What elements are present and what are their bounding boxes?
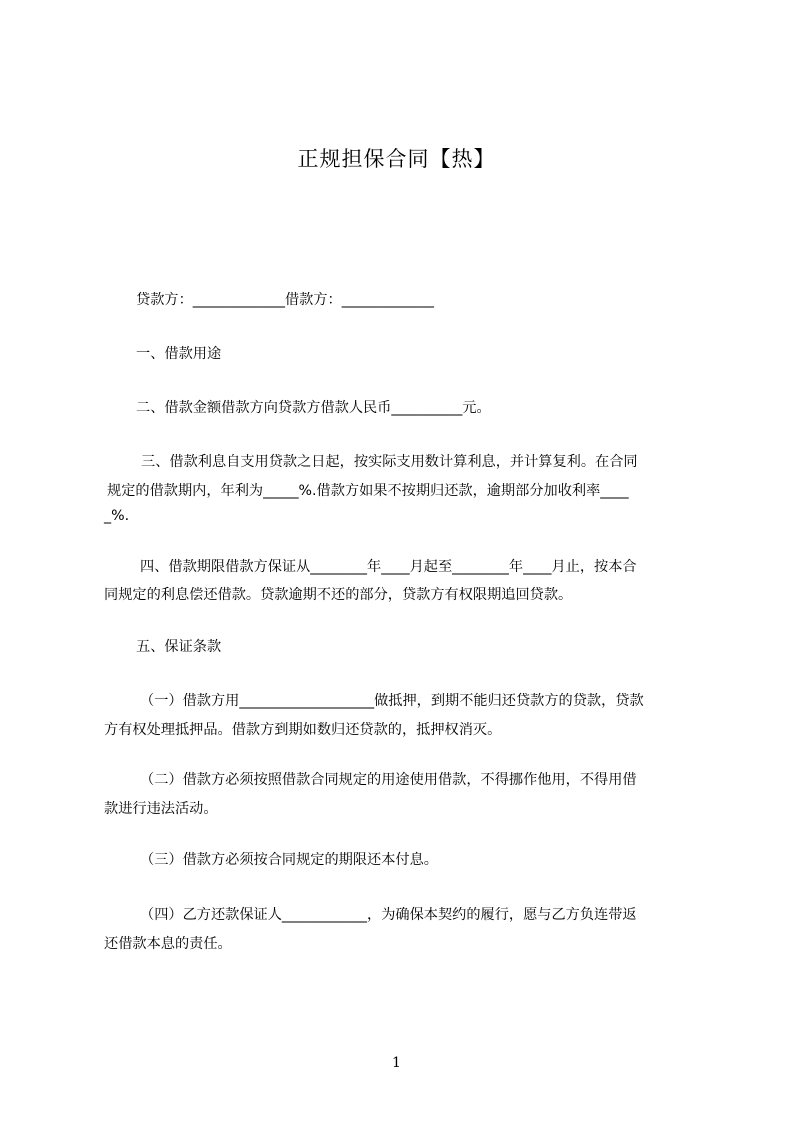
- clause-1-line-2: 方有权处理抵押品。借款方到期如数归还贷款的，抵押权消灭。: [104, 722, 502, 738]
- section-1-heading: 一、借款用途: [136, 346, 222, 362]
- parties-line: 贷款方：_____________借款方：_____________: [136, 292, 434, 308]
- document-title: 正规担保合同【热】: [297, 147, 496, 171]
- clause-1-line-1: （一）借款方用___________________做抵押，到期不能归还贷款方的贷款，贷款: [140, 693, 644, 709]
- clause-2-line-2: 款进行违法活动。: [104, 801, 218, 817]
- section-4-line-1: 四、借款期限借款方保证从________年____月起至________年____月止，按本合: [140, 559, 637, 575]
- page-number: 1: [392, 1055, 401, 1071]
- clause-3-text: （三）借款方必须按合同规定的期限还本付息。: [140, 852, 438, 868]
- clause-4-line-1: （四）乙方还款保证人____________，为确保本契约的履行，愿与乙方负连带返: [140, 907, 637, 923]
- clause-2-line-1: （二）借款方必须按照借款合同规定的用途使用借款，不得挪作他用，不得用借: [140, 772, 637, 788]
- section-3-line-2: 规定的借款期内，年利为_____%.借款方如果不按期归还款，逾期部分加收利率____: [107, 483, 629, 499]
- section-5-heading: 五、保证条款: [136, 639, 222, 655]
- section-3-line-3: _%.: [104, 508, 130, 524]
- section-3-line-1: 三、借款利息自支用贷款之日起，按实际支用数计算利息，并计算复利。在合同: [141, 454, 638, 470]
- section-4-line-2: 同规定的利息偿还借款。贷款逾期不还的部分，贷款方有权限期追回贷款。: [104, 587, 573, 603]
- section-2-text: 二、借款金额借款方向贷款方借款人民币__________元。: [136, 400, 491, 416]
- clause-4-line-2: 还借款本息的责任。: [104, 936, 232, 952]
